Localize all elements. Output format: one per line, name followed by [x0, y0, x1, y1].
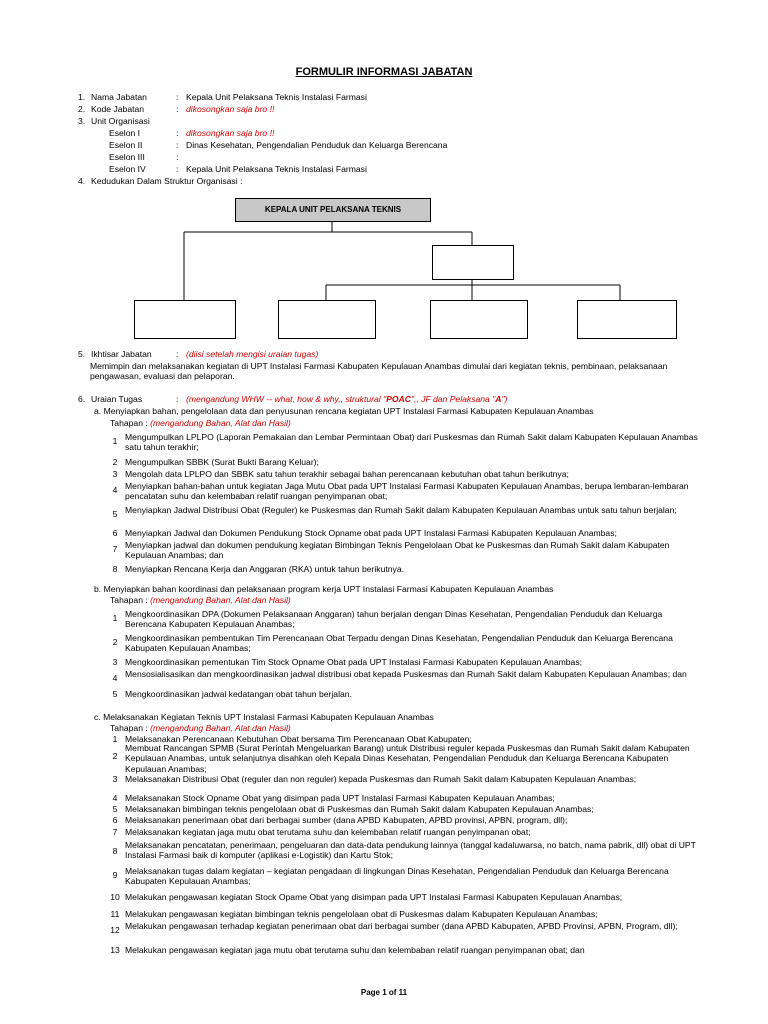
- page-number: Page 1 of 11: [360, 988, 408, 997]
- section-a-tahapan: Tahapan : (mengandung Bahan, Alat dan Hasil): [110, 418, 291, 428]
- form-title: FORMULIR INFORMASI JABATAN: [295, 66, 473, 78]
- section-b-tahapan: Tahapan : (mengandung Bahan, Alat dan Hasil): [110, 595, 291, 605]
- eselon-colon: :: [176, 140, 179, 150]
- uraian-note: (mengandung WHW -- what, how & why,, struktural "POAC",, JF dan Pelaksana "A"): [186, 394, 508, 404]
- eselon-colon: :: [176, 164, 179, 174]
- field-label: Kedudukan Dalam Struktur Organisasi :: [91, 176, 243, 186]
- org-chart-box-middle: [432, 245, 514, 280]
- eselon-colon: :: [176, 128, 179, 138]
- field-colon: :: [176, 104, 179, 114]
- org-chart-box-4: [577, 300, 677, 339]
- field-label: Ikhtisar Jabatan: [91, 349, 152, 359]
- field-number: 4.: [78, 176, 86, 186]
- field-label: Nama Jabatan: [91, 92, 147, 102]
- org-chart-top-label: KEPALA UNIT PELAKSANA TEKNIS: [264, 205, 402, 215]
- org-chart-box-1: [134, 300, 236, 339]
- field-number: 2.: [78, 104, 86, 114]
- field-value: Kepala Unit Pelaksana Teknis Instalasi Farmasi: [186, 92, 367, 102]
- eselon-value: Kepala Unit Pelaksana Teknis Instalasi Farmasi: [186, 164, 367, 174]
- ikhtisar-note: (diisi setelah mengisi uraian tugas): [186, 349, 319, 359]
- field-label: Kode Jabatan: [91, 104, 145, 114]
- eselon-value: dikosongkan saja bro !!: [186, 128, 275, 138]
- field-value: dikosongkan saja bro !!: [186, 104, 275, 114]
- eselon-colon: :: [176, 152, 179, 162]
- field-colon: :: [176, 92, 179, 102]
- section-c-tahapan: Tahapan : (mengandung Bahan, Alat dan Hasil): [110, 723, 291, 733]
- org-chart-top-box: [235, 198, 431, 222]
- section-a-title: a. Menyiapkan bahan, pengelolaan data dan penyusunan rencana kegiatan UPT Instalasi Farmasi Kabupaten Kepulauan Anambas: [94, 406, 594, 416]
- eselon-label: Eselon II: [109, 140, 143, 150]
- eselon-label: Eselon I: [109, 128, 141, 138]
- field-colon: :: [176, 394, 179, 404]
- field-number: 3.: [78, 116, 86, 126]
- section-c-title: c. Melaksanakan Kegiatan Teknis UPT Instalasi Farmasi Kabupaten Kepulauan Anambas: [94, 712, 434, 722]
- field-number: 1.: [78, 92, 86, 102]
- org-chart-box-2: [278, 300, 376, 339]
- field-label: Uraian Tugas: [91, 394, 143, 404]
- org-chart-box-3: [430, 300, 528, 339]
- eselon-label: Eselon IV: [109, 164, 146, 174]
- field-colon: :: [176, 349, 179, 359]
- eselon-label: Eselon III: [109, 152, 145, 162]
- field-label: Unit Organisasi: [91, 116, 150, 126]
- field-number: 6.: [78, 394, 86, 404]
- section-b-title: b. Menyiapkan bahan koordinasi dan pelaksanaan program kerja UPT Instalasi Farmasi Kabupaten Kepulauan Anambas: [94, 584, 554, 594]
- field-number: 5.: [78, 349, 86, 359]
- ikhtisar-text: Memimpin dan melaksanakan kegiatan di UPT Instalasi Farmasi Kabupaten Kepulauan Anambas dimulai dari kegiatan teknis, pembinaan, pelaksanaan pengawasan, evaluasi dan pelaporan.: [90, 361, 668, 382]
- eselon-value: Dinas Kesehatan, Pengendalian Penduduk dan Keluarga Berencana: [186, 140, 448, 150]
